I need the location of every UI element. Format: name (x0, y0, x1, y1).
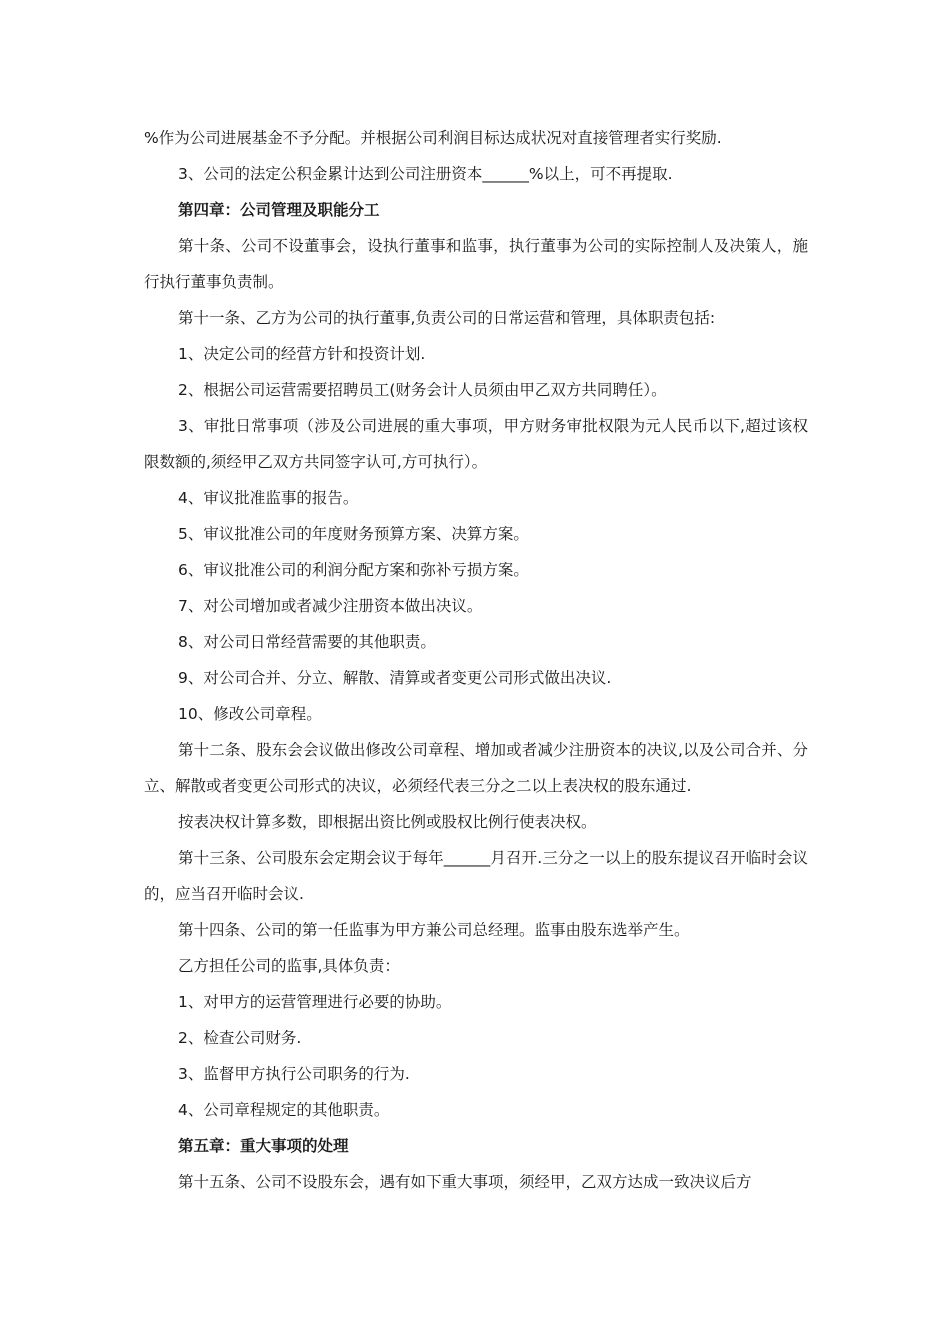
paragraph: 5、审议批准公司的年度财务预算方案、决算方案。 (178, 525, 529, 543)
chapter-heading: 第五章：重大事项的处理 (178, 1137, 349, 1155)
paragraph: 1、决定公司的经营方针和投资计划. (178, 345, 426, 363)
paragraph: 2、根据公司运营需要招聘员工(财务会计人员须由甲乙双方共同聘任）。 (178, 381, 667, 399)
paragraph: 第十四条、公司的第一任监事为甲方兼公司总经理。监事由股东选举产生。 (178, 921, 690, 939)
paragraph: 1、对甲方的运营管理进行必要的协助。 (178, 993, 452, 1011)
paragraph: 第十五条、公司不设股东会，遇有如下重大事项，须经甲，乙双方达成一致决议后方 (178, 1173, 752, 1191)
chapter-heading: 第四章：公司管理及职能分工 (178, 201, 380, 219)
paragraph: 10、修改公司章程。 (178, 705, 322, 723)
paragraph: 3、监督甲方执行公司职务的行为. (178, 1065, 410, 1083)
paragraph: 3、审批日常事项（涉及公司进展的重大事项，甲方财务审批权限为元人民币以下,超过该权限数额的,须经甲乙双方共同签字认可,方可执行）。 (144, 417, 808, 471)
paragraph: 6、审议批准公司的利润分配方案和弥补亏损方案。 (178, 561, 529, 579)
paragraph: 4、审议批准监事的报告。 (178, 489, 359, 507)
paragraph: 7、对公司增加或者减少注册资本做出决议。 (178, 597, 483, 615)
paragraph: 第十三条、公司股东会定期会议于每年______月召开.三分之一以上的股东提议召开临时会议的，应当召开临时会议. (144, 849, 808, 903)
paragraph: 4、公司章程规定的其他职责。 (178, 1101, 390, 1119)
paragraph: 2、检查公司财务. (178, 1029, 302, 1047)
paragraph: 9、对公司合并、分立、解散、清算或者变更公司形式做出决议. (178, 669, 612, 687)
paragraph: 按表决权计算多数，即根据出资比例或股权比例行使表决权。 (178, 813, 597, 831)
paragraph: 乙方担任公司的监事,具体负责： (178, 957, 400, 975)
paragraph: 第十二条、股东会会议做出修改公司章程、增加或者减少注册资本的决议,以及公司合并、分立、解散或者变更公司形式的决议，必须经代表三分之二以上表决权的股东通过. (144, 741, 808, 795)
document-body (144, 120, 808, 1200)
paragraph: %作为公司进展基金不予分配。并根据公司利润目标达成状况对直接管理者实行奖励. (144, 129, 722, 147)
paragraph: 第十条、公司不设董事会，设执行董事和监事，执行董事为公司的实际控制人及决策人，施行执行董事负责制。 (144, 237, 808, 291)
paragraph: 8、对公司日常经营需要的其他职责。 (178, 633, 436, 651)
paragraph: 3、公司的法定公积金累计达到公司注册资本______%以上，可不再提取. (178, 165, 673, 183)
paragraph: 第十一条、乙方为公司的执行董事,负责公司的日常运营和管理，具体职责包括: (178, 309, 716, 327)
